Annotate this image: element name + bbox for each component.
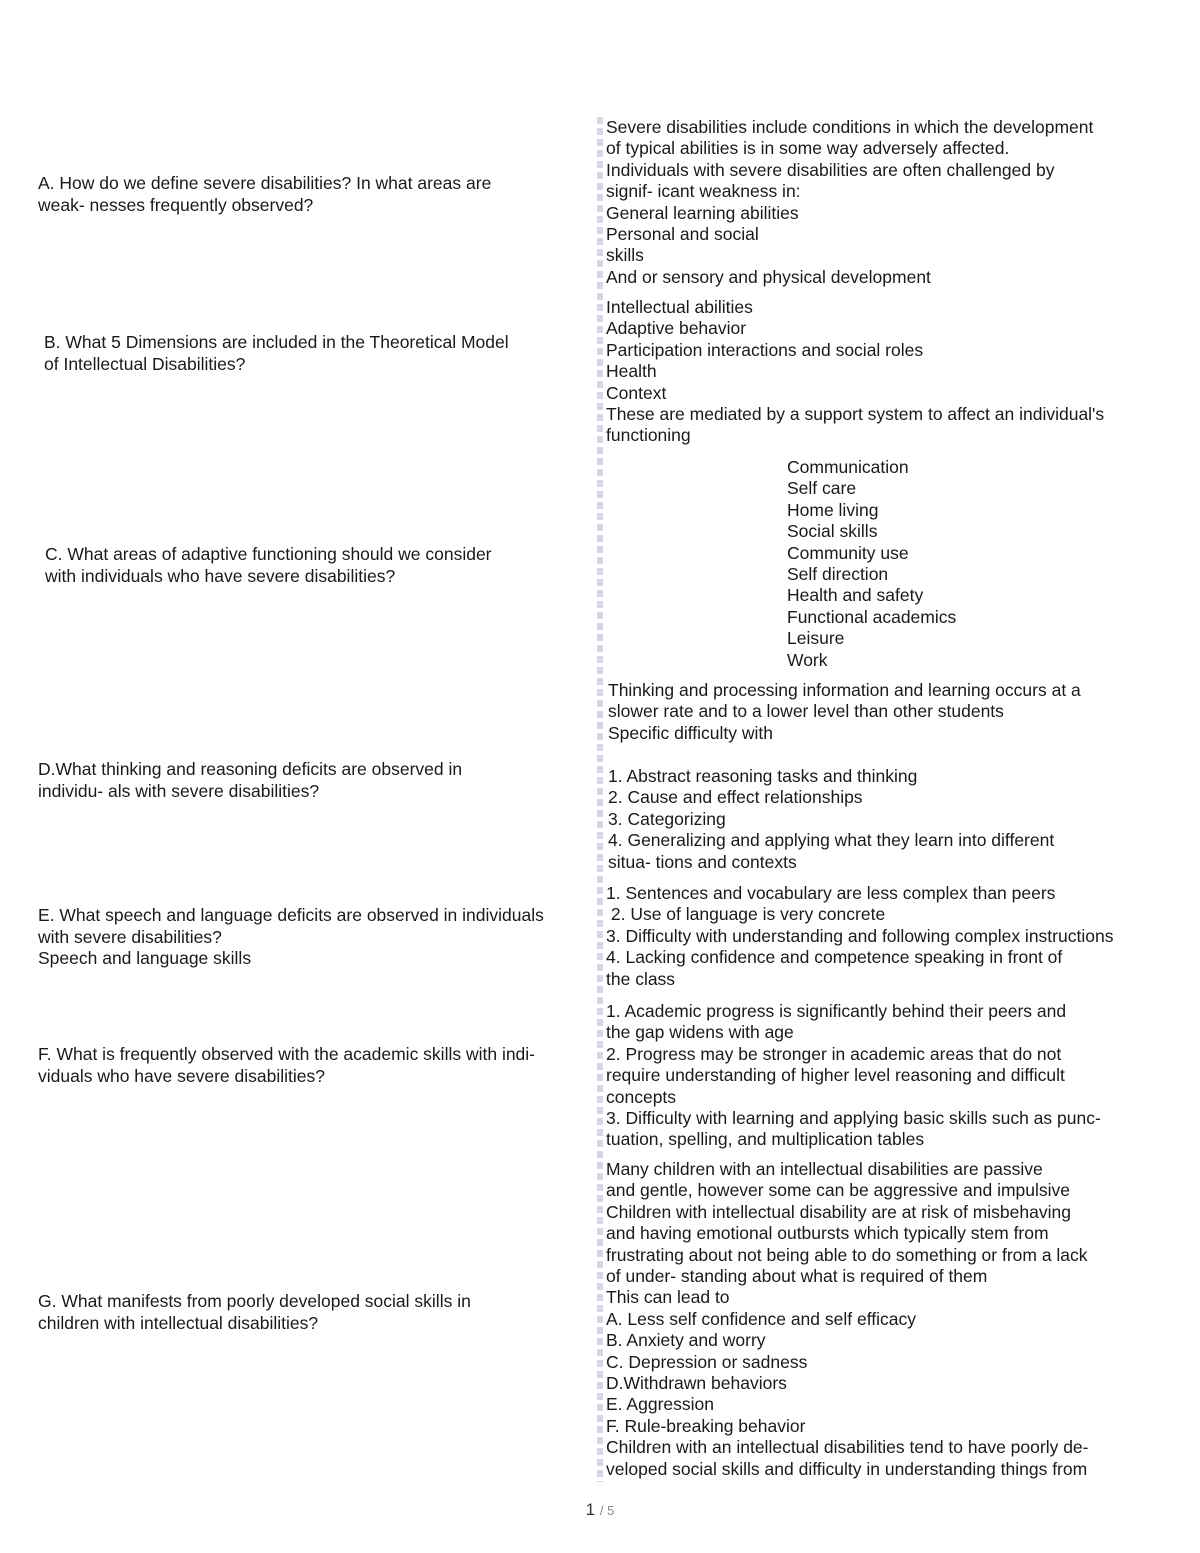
answer-line: Individuals with severe disabilities are often challenged by [606,159,1055,180]
answer-line: These are mediated by a support system to affect an individual's [606,404,1105,425]
answer-line: Health [606,361,657,382]
answer-line: This can lead to [606,1287,730,1308]
answer-line: And or sensory and physical development [606,266,931,287]
answer-line: General learning abilities [606,202,799,223]
question-line: G. What manifests from poorly developed social skills in [38,1291,471,1311]
question-line: with severe disabilities? [38,926,222,947]
question-d [38,759,603,802]
answer-line: Home living [787,499,879,520]
answer-line: B. Anxiety and worry [606,1330,766,1351]
answer-line: Communication [787,457,909,477]
answer-g [606,1159,1186,1480]
answer-line: skills [606,245,644,266]
answer-a [606,117,1186,288]
question-line: F. What is frequently observed with the academic skills with indi- [38,1044,536,1064]
question-line: Speech and language skills [38,948,252,968]
answer-c [787,457,1167,671]
current-page: 1 [585,1500,596,1519]
page-indicator [0,1500,1200,1520]
answer-line: Specific difficulty with [608,722,774,743]
question-b [44,332,609,375]
answer-line: 3. Difficulty with learning and applying basic skills such as punc- [606,1108,1101,1129]
answer-line: slower rate and to a lower level than other students [608,701,1004,722]
answer-line: Many children with an intellectual disabilities are passive [606,1159,1043,1179]
answer-line: C. Depression or sadness [606,1351,808,1372]
answer-line: Personal and social [606,224,759,245]
answer-line: A. Less self confidence and self efficacy [606,1308,916,1329]
answer-line: 1. Academic progress is significantly behind their peers and [606,1001,1067,1021]
answer-line: Health and safety [787,585,924,606]
question-line: viduals who have severe disabilities? [38,1065,325,1086]
answer-line: the gap widens with age [606,1022,794,1043]
answer-line: 4. Lacking confidence and competence speaking in front of [606,947,1063,968]
answer-line: 3. Categorizing [608,808,726,829]
answer-line: of typical abilities is in some way adversely affected. [606,138,1010,159]
question-line: C. What areas of adaptive functioning should we consider [45,544,492,564]
answer-line: the class [606,968,676,989]
answer-line: E. Aggression [606,1394,714,1415]
answer-line: Self direction [787,564,889,585]
question-c [45,544,610,587]
answer-line: Functional academics [787,606,957,627]
answer-line: functioning [606,425,691,446]
answer-line: Participation interactions and social roles [606,339,924,360]
answer-line: 3. Difficulty with understanding and following complex instructions [606,925,1114,946]
answer-line: Children with an intellectual disabilities tend to have poorly de- [606,1437,1089,1458]
answer-line: concepts [606,1086,677,1107]
answer-line: Context [606,382,667,403]
answer-f [606,1001,1186,1151]
answer-line: Community use [787,542,909,563]
total-pages: / 5 [599,1503,615,1518]
answer-line: F. Rule-breaking behavior [606,1415,806,1436]
question-line: A. How do we define severe disabilities? In what areas are [38,173,492,193]
answer-line: Intellectual abilities [606,297,753,317]
answer-e [606,883,1186,990]
answer-line: Work [787,649,828,670]
answer-line: of under- standing about what is required of them [606,1266,988,1287]
answer-line: Thinking and processing information and learning occurs at a [608,680,1081,700]
question-line: with individuals who have severe disabilities? [45,565,396,586]
answer-line: 1. Sentences and vocabulary are less complex than peers [606,883,1056,903]
question-line: weak- nesses frequently observed? [38,194,314,215]
answer-line: and gentle, however some can be aggressive and impulsive [606,1180,1071,1201]
answer-line: frustrating about not being able to do something or from a lack [606,1244,1088,1265]
answer-line: D.Withdrawn behaviors [606,1373,787,1394]
question-g [38,1291,603,1334]
answer-line: Children with intellectual disability are at risk of misbehaving [606,1201,1071,1222]
answer-line: 4. Generalizing and applying what they learn into different [608,830,1055,851]
question-e [38,905,603,970]
answer-line: veloped social skills and difficulty in understanding things from [606,1458,1088,1479]
answer-line: Social skills [787,521,878,542]
answer-line: Adaptive behavior [606,318,747,339]
answer-d-intro [608,680,1188,744]
question-line: B. What 5 Dimensions are included in the Theoretical Model [44,332,509,352]
answer-line: 2. Cause and effect relationships [608,787,863,808]
answer-line: tuation, spelling, and multiplication tables [606,1129,925,1150]
answer-line: signif- icant weakness in: [606,181,801,202]
answer-line: Self care [787,478,857,499]
question-line: children with intellectual disabilities? [38,1312,319,1333]
answer-d-list [608,766,1188,873]
question-line: individu- als with severe disabilities? [38,780,320,801]
answer-line: and having emotional outbursts which typically stem from [606,1223,1049,1244]
answer-line: 1. Abstract reasoning tasks and thinking [608,766,918,786]
answer-b [606,297,1186,447]
answer-line: require understanding of higher level reasoning and difficult [606,1065,1065,1086]
answer-line: situa- tions and contexts [608,851,797,872]
answer-line: Severe disabilities include conditions in which the development [606,117,1094,137]
question-line: of Intellectual Disabilities? [44,353,246,374]
question-f [38,1044,603,1087]
answer-line: 2. Use of language is very concrete [606,904,886,925]
question-line: D.What thinking and reasoning deficits are observed in [38,759,463,779]
question-line: E. What speech and language deficits are observed in individuals [38,905,544,925]
answer-line: 2. Progress may be stronger in academic areas that do not [606,1043,1062,1064]
question-a [38,173,603,216]
answer-line: Leisure [787,628,845,649]
